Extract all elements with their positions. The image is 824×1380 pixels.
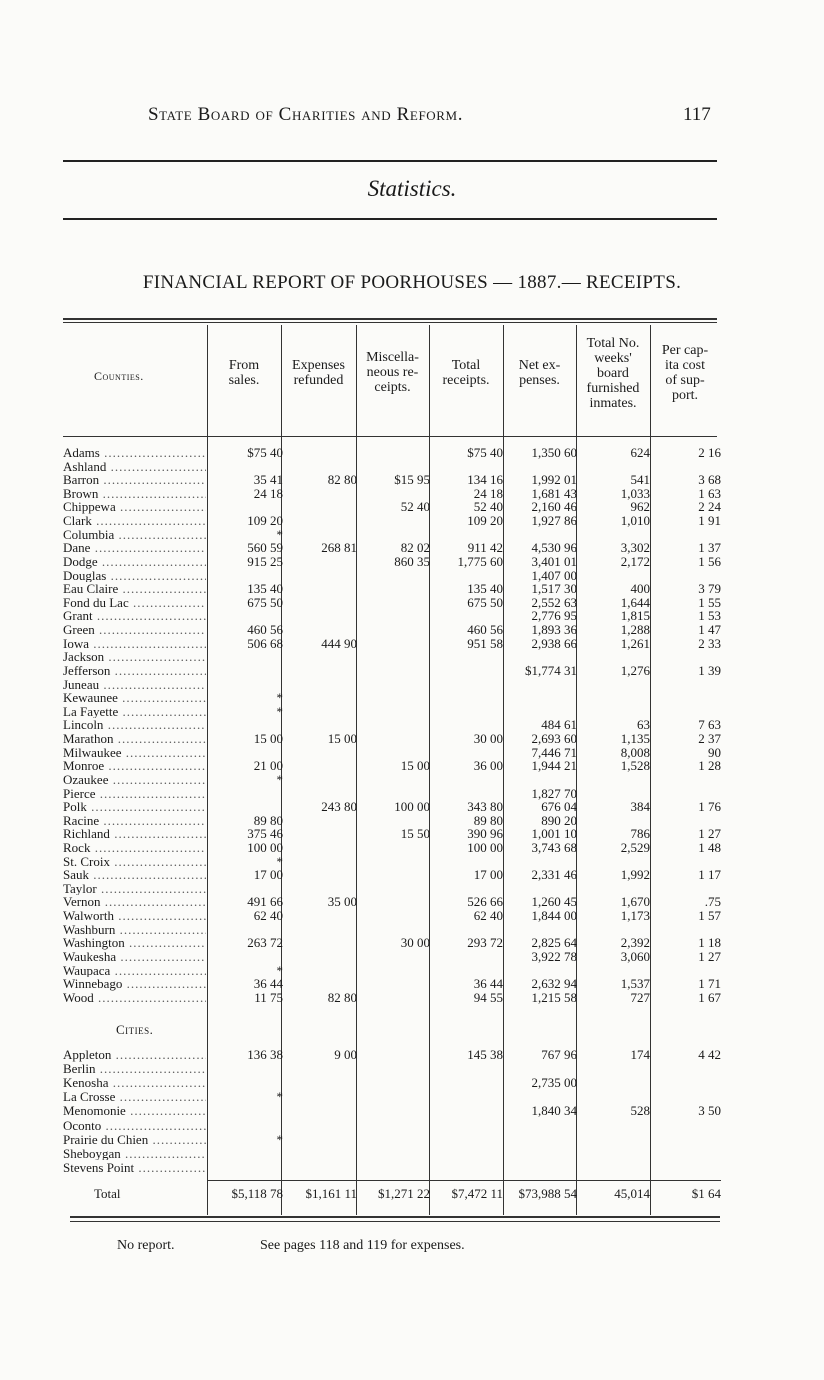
- total-weeks-cell: 624: [630, 445, 650, 460]
- row-name: Appleton .....: [63, 1048, 206, 1062]
- net-expenses-cell: 484 61: [541, 717, 577, 733]
- county-row: [0, 500, 824, 514]
- from-sales-cell: 136 38: [247, 1047, 283, 1062]
- misc-receipts-cell: 30 00: [400, 935, 430, 951]
- total-weeks-cell: 2,172: [620, 553, 650, 569]
- row-name: Adams .....: [63, 446, 206, 460]
- row-name: Racine .....: [63, 814, 206, 828]
- total-receipts-cell: 526 66: [467, 894, 503, 910]
- county-row: [0, 800, 824, 814]
- row-name: Sheboygan .....: [63, 1147, 206, 1161]
- county-row: [0, 664, 824, 678]
- city-row: [0, 1119, 824, 1133]
- county-row: [0, 555, 824, 569]
- total-receipts-cell: 36 00: [473, 758, 503, 774]
- total-receipts-cell: 911 42: [467, 540, 503, 556]
- total-weeks-cell: 3,060: [620, 948, 650, 964]
- row-name: Oconto .....: [63, 1119, 206, 1133]
- county-row: [0, 528, 824, 542]
- from-sales-cell: 62 40: [253, 908, 283, 924]
- net-expenses-cell: 1,893 36: [531, 622, 577, 638]
- table-top-rule-thin: [63, 322, 717, 323]
- total-receipts-cell: 36 44: [473, 976, 503, 992]
- county-row: [0, 541, 824, 555]
- total-receipts-cell: 1,775 60: [457, 553, 503, 569]
- from-sales-cell: 89 80: [253, 812, 283, 828]
- table-bottom-rule: [70, 1216, 720, 1218]
- total-label: Total: [94, 1186, 121, 1201]
- county-row: [0, 855, 824, 869]
- total-net-expenses: $73,988 54: [518, 1186, 577, 1201]
- from-sales-cell: *: [276, 703, 283, 719]
- misc-receipts-cell: 15 50: [400, 826, 430, 842]
- per-capita-cell: 1 27: [698, 948, 721, 964]
- total-weeks-cell: 1,173: [620, 908, 650, 924]
- city-row: [0, 1062, 824, 1076]
- total-total-receipts: $7,472 11: [451, 1186, 503, 1201]
- net-expenses-cell: 1,827 70: [531, 785, 577, 801]
- total-weeks-cell: 63: [637, 717, 650, 733]
- county-row: [0, 773, 824, 787]
- county-row: [0, 705, 824, 719]
- total-weeks-cell: 2,529: [620, 839, 650, 855]
- from-sales-cell: 24 18: [253, 485, 283, 501]
- per-capita-cell: 2 37: [698, 731, 721, 747]
- net-expenses-cell: 1,350 60: [531, 445, 577, 460]
- row-name: Washburn .....: [63, 923, 206, 937]
- county-row: [0, 650, 824, 664]
- county-row: [0, 923, 824, 937]
- row-name: Prairie du Chien .....: [63, 1133, 206, 1147]
- row-name: Menomonie .....: [63, 1104, 206, 1118]
- county-row: [0, 596, 824, 610]
- expenses-refunded-cell: 82 80: [327, 472, 357, 488]
- row-name: Green .....: [63, 623, 206, 637]
- total-weeks-cell: 786: [630, 826, 650, 842]
- net-expenses-cell: 2,632 94: [531, 976, 577, 992]
- net-expenses-cell: 1,844 00: [531, 908, 577, 924]
- county-row: [0, 460, 824, 474]
- misc-receipts-cell: 82 02: [400, 540, 430, 556]
- total-weeks-cell: 1,528: [620, 758, 650, 774]
- from-sales-cell: 109 20: [247, 513, 283, 529]
- from-sales-cell: *: [276, 690, 283, 706]
- footnote-see-pages: See pages 118 and 119 for expenses.: [260, 1238, 465, 1253]
- net-expenses-cell: 1,944 21: [531, 758, 577, 774]
- county-row: [0, 991, 824, 1005]
- net-expenses-cell: 2,552 63: [531, 594, 577, 610]
- row-name: Pierce .....: [63, 787, 206, 801]
- row-name: Iowa .....: [63, 637, 206, 651]
- from-sales-cell: 491 66: [247, 894, 283, 910]
- net-expenses-cell: 3,922 78: [531, 948, 577, 964]
- total-receipts-cell: 89 80: [473, 812, 503, 828]
- per-capita-cell: 1 56: [698, 553, 721, 569]
- from-sales-cell: 263 72: [247, 935, 283, 951]
- total-weeks-cell: 1,033: [620, 485, 650, 501]
- row-name: La Crosse .....: [63, 1090, 206, 1104]
- row-name: Ashland .....: [63, 460, 206, 474]
- expenses-refunded-cell: 82 80: [327, 989, 357, 1005]
- net-expenses-cell: 2,160 46: [531, 499, 577, 515]
- total-misc-receipts: $1,271 22: [378, 1186, 430, 1201]
- county-row: [0, 787, 824, 801]
- total-weeks-cell: 541: [630, 472, 650, 488]
- row-name: Waukesha .....: [63, 950, 206, 964]
- county-row: [0, 569, 824, 583]
- county-row: [0, 841, 824, 855]
- row-name: Columbia .....: [63, 528, 206, 542]
- county-row: [0, 814, 824, 828]
- total-weeks-cell: 1,670: [620, 894, 650, 910]
- from-sales-cell: 375 46: [247, 826, 283, 842]
- per-capita-cell: 1 71: [698, 976, 721, 992]
- total-weeks-cell: 1,135: [620, 731, 650, 747]
- total-receipts-cell: 293 72: [467, 935, 503, 951]
- section-rule: [63, 218, 717, 220]
- net-expenses-cell: 2,825 64: [531, 935, 577, 951]
- county-row: [0, 623, 824, 637]
- city-row: [0, 1147, 824, 1161]
- county-row: [0, 977, 824, 991]
- net-expenses-cell: 4,530 96: [531, 540, 577, 556]
- net-expenses-cell: 2,735 00: [531, 1075, 577, 1091]
- row-name: La Fayette .....: [63, 705, 206, 719]
- net-expenses-cell: 1,215 58: [531, 989, 577, 1005]
- row-name: Eau Claire .....: [63, 582, 206, 596]
- row-name: Waupaca .....: [63, 964, 206, 978]
- row-name: Dodge .....: [63, 555, 206, 569]
- row-name: Richland .....: [63, 827, 206, 841]
- net-expenses-cell: 767 96: [541, 1047, 577, 1062]
- row-name: Barron .....: [63, 473, 206, 487]
- total-receipts-cell: 135 40: [467, 581, 503, 597]
- per-capita-cell: 2 16: [698, 445, 721, 460]
- net-expenses-cell: 1,407 00: [531, 567, 577, 583]
- per-capita-cell: 1 67: [698, 989, 721, 1005]
- row-name: Kewaunee .....: [63, 691, 206, 705]
- misc-receipts-header: Miscella- neous re- ceipts.: [366, 350, 419, 395]
- from-sales-cell: *: [276, 771, 283, 787]
- total-receipts-cell: 17 00: [473, 867, 503, 883]
- row-name: Berlin .....: [63, 1062, 206, 1076]
- county-row: [0, 514, 824, 528]
- counties-column-header: Counties.: [94, 369, 144, 383]
- per-capita-cell: 2 24: [698, 499, 721, 515]
- per-capita-cell: 3 68: [698, 472, 721, 488]
- from-sales-header: From sales.: [228, 358, 260, 388]
- total-weeks-cell: 1,537: [620, 976, 650, 992]
- expenses-refunded-cell: 9 00: [334, 1047, 357, 1062]
- row-name: Fond du Lac .....: [63, 596, 206, 610]
- per-capita-header: Per cap- ita cost of sup- port.: [661, 343, 709, 403]
- total-receipts-cell: 460 56: [467, 622, 503, 638]
- net-expenses-cell: 1,260 45: [531, 894, 577, 910]
- city-row: [0, 1090, 824, 1104]
- county-row: [0, 637, 824, 651]
- misc-receipts-cell: 100 00: [394, 799, 430, 815]
- county-row: [0, 759, 824, 773]
- running-head: State Board of Charities and Reform.: [148, 104, 464, 125]
- from-sales-cell: 11 75: [254, 989, 283, 1005]
- per-capita-cell: 2 33: [698, 635, 721, 651]
- city-row: [0, 1161, 824, 1175]
- row-name: Lincoln .....: [63, 718, 206, 732]
- expenses-refunded-header: Expenses refunded: [292, 358, 345, 388]
- net-expenses-header: Net ex- penses.: [518, 358, 561, 388]
- county-row: [0, 473, 824, 487]
- total-receipts-cell: 951 58: [467, 635, 503, 651]
- county-row: [0, 950, 824, 964]
- total-receipts-cell: $75 40: [467, 445, 503, 460]
- county-row: [0, 964, 824, 978]
- total-weeks-cell: 528: [630, 1103, 650, 1119]
- row-name: Walworth .....: [63, 909, 206, 923]
- misc-receipts-cell: 15 00: [400, 758, 430, 774]
- net-expenses-cell: 890 20: [541, 812, 577, 828]
- per-capita-cell: 1 53: [698, 608, 721, 624]
- net-expenses-cell: 1,517 30: [531, 581, 577, 597]
- row-name: St. Croix .....: [63, 855, 206, 869]
- from-sales-cell: 17 00: [253, 867, 283, 883]
- total-per-capita: $1 64: [691, 1186, 721, 1201]
- net-expenses-cell: 3,743 68: [531, 839, 577, 855]
- total-weeks-cell: 1,261: [620, 635, 650, 651]
- total-receipts-cell: 109 20: [467, 513, 503, 529]
- row-name: Polk .....: [63, 800, 206, 814]
- net-expenses-cell: 2,776 95: [531, 608, 577, 624]
- row-name: Monroe .....: [63, 759, 206, 773]
- total-weeks-cell: 1,644: [620, 594, 650, 610]
- total-weeks-cell: 400: [630, 581, 650, 597]
- table-top-rule: [63, 318, 717, 320]
- county-row: [0, 868, 824, 882]
- per-capita-cell: 1 55: [698, 594, 721, 610]
- row-name: Wood .....: [63, 991, 206, 1005]
- table-bottom-rule-thin: [70, 1221, 720, 1222]
- from-sales-cell: 100 00: [247, 839, 283, 855]
- per-capita-cell: 1 63: [698, 485, 721, 501]
- per-capita-cell: 1 27: [698, 826, 721, 842]
- from-sales-cell: 506 68: [247, 635, 283, 651]
- total-weeks-cell: 1,010: [620, 513, 650, 529]
- county-row: [0, 936, 824, 950]
- total-weeks-cell: 1,276: [620, 662, 650, 678]
- page-header: [0, 104, 824, 130]
- total-expenses-refunded: $1,161 11: [305, 1186, 357, 1201]
- county-row: [0, 827, 824, 841]
- per-capita-cell: 1 17: [698, 867, 721, 883]
- row-name: Chippewa .....: [63, 500, 206, 514]
- total-receipts-cell: 145 38: [467, 1047, 503, 1062]
- row-name: Milwaukee .....: [63, 746, 206, 760]
- total-from-sales: $5,118 78: [231, 1186, 283, 1201]
- total-receipts-cell: 343 80: [467, 799, 503, 815]
- from-sales-cell: 460 56: [247, 622, 283, 638]
- city-row: [0, 1104, 824, 1118]
- per-capita-cell: 1 48: [698, 839, 721, 855]
- from-sales-cell: *: [276, 1131, 283, 1147]
- total-receipts-header: Total receipts.: [442, 358, 490, 388]
- per-capita-cell: 1 28: [698, 758, 721, 774]
- county-row: [0, 582, 824, 596]
- per-capita-cell: 90: [708, 744, 721, 760]
- misc-receipts-cell: 52 40: [400, 499, 430, 515]
- from-sales-cell: *: [276, 1089, 283, 1105]
- row-name: Ozaukee .....: [63, 773, 206, 787]
- net-expenses-cell: 2,331 46: [531, 867, 577, 883]
- total-receipts-cell: 675 50: [467, 594, 503, 610]
- from-sales-cell: 36 44: [253, 976, 283, 992]
- expenses-refunded-cell: 444 90: [321, 635, 357, 651]
- city-row: [0, 1133, 824, 1147]
- county-row: [0, 895, 824, 909]
- per-capita-cell: 1 39: [698, 662, 721, 678]
- city-row: [0, 1076, 824, 1090]
- row-name: Taylor .....: [63, 882, 206, 896]
- row-name: Washington .....: [63, 936, 206, 950]
- county-row: [0, 446, 824, 460]
- per-capita-cell: 3 50: [698, 1103, 721, 1119]
- expenses-refunded-cell: 35 00: [327, 894, 357, 910]
- report-title: FINANCIAL REPORT OF POORHOUSES — 1887.— RECEIPTS.: [142, 272, 682, 293]
- net-expenses-cell: 1,927 86: [531, 513, 577, 529]
- cities-heading: Cities.: [116, 1022, 154, 1037]
- row-name: Kenosha .....: [63, 1076, 206, 1090]
- row-name: Sauk .....: [63, 868, 206, 882]
- row-name: Jackson .....: [63, 650, 206, 664]
- total-receipts-cell: 30 00: [473, 731, 503, 747]
- total-weeks-cell: 727: [630, 989, 650, 1005]
- from-sales-cell: 560 59: [247, 540, 283, 556]
- from-sales-cell: 135 40: [247, 581, 283, 597]
- county-row: [0, 487, 824, 501]
- from-sales-cell: 15 00: [253, 731, 283, 747]
- total-receipts-cell: 24 18: [473, 485, 503, 501]
- total-weeks-cell: 3,302: [620, 540, 650, 556]
- total-receipts-cell: 134 16: [467, 472, 503, 488]
- per-capita-cell: 4 42: [698, 1047, 721, 1062]
- misc-receipts-cell: 860 35: [394, 553, 430, 569]
- per-capita-cell: 1 37: [698, 540, 721, 556]
- total-weeks: 45,014: [614, 1186, 650, 1201]
- per-capita-cell: 1 76: [698, 799, 721, 815]
- net-expenses-cell: 1,001 10: [531, 826, 577, 842]
- county-row: [0, 746, 824, 760]
- county-row: [0, 691, 824, 705]
- from-sales-cell: 35 41: [253, 472, 283, 488]
- row-name: Dane .....: [63, 541, 206, 555]
- net-expenses-cell: 1,992 01: [531, 472, 577, 488]
- total-receipts-cell: 390 96: [467, 826, 503, 842]
- row-name: Marathon .....: [63, 732, 206, 746]
- row-name: Rock .....: [63, 841, 206, 855]
- net-expenses-cell: 2,938 66: [531, 635, 577, 651]
- total-weeks-cell: 174: [630, 1047, 650, 1062]
- per-capita-cell: 1 47: [698, 622, 721, 638]
- total-rule: [207, 1180, 721, 1181]
- per-capita-cell: 1 91: [698, 513, 721, 529]
- expenses-refunded-cell: 268 81: [321, 540, 357, 556]
- county-row: [0, 678, 824, 692]
- from-sales-cell: 915 25: [247, 553, 283, 569]
- net-expenses-cell: 2,693 60: [531, 731, 577, 747]
- header-rule: [63, 160, 717, 162]
- from-sales-cell: *: [276, 526, 283, 542]
- net-expenses-cell: 676 04: [541, 799, 577, 815]
- total-receipts-cell: 100 00: [467, 839, 503, 855]
- net-expenses-cell: 1,840 34: [531, 1103, 577, 1119]
- expenses-refunded-cell: 15 00: [327, 731, 357, 747]
- row-name: Jefferson .....: [63, 664, 206, 678]
- row-name: Juneau .....: [63, 678, 206, 692]
- from-sales-cell: 21 00: [253, 758, 283, 774]
- total-row: [0, 1186, 824, 1202]
- row-name: Stevens Point .....: [63, 1161, 206, 1175]
- net-expenses-cell: $1,774 31: [525, 662, 577, 678]
- from-sales-cell: *: [276, 962, 283, 978]
- total-weeks-header: Total No. weeks' board furnished inmates.: [586, 336, 640, 411]
- total-receipts-cell: 94 55: [473, 989, 503, 1005]
- total-weeks-cell: 384: [630, 799, 650, 815]
- per-capita-cell: 7 63: [698, 717, 721, 733]
- county-row: [0, 732, 824, 746]
- row-name: Winnebago .....: [63, 977, 206, 991]
- row-name: Grant .....: [63, 609, 206, 623]
- total-weeks-cell: 1,288: [620, 622, 650, 638]
- from-sales-cell: 675 50: [247, 594, 283, 610]
- net-expenses-cell: 3,401 01: [531, 553, 577, 569]
- footnote-no-report: No report.: [117, 1238, 175, 1253]
- total-weeks-cell: 962: [630, 499, 650, 515]
- net-expenses-cell: 1,681 43: [531, 485, 577, 501]
- total-receipts-cell: 52 40: [473, 499, 503, 515]
- from-sales-cell: *: [276, 853, 283, 869]
- net-expenses-cell: 7,446 71: [531, 744, 577, 760]
- county-row: [0, 909, 824, 923]
- county-row: [0, 718, 824, 732]
- per-capita-cell: 1 57: [698, 908, 721, 924]
- section-title: Statistics.: [367, 176, 457, 201]
- total-weeks-cell: 8,008: [620, 744, 650, 760]
- total-weeks-cell: 1,992: [620, 867, 650, 883]
- total-receipts-cell: 62 40: [473, 908, 503, 924]
- from-sales-cell: $75 40: [247, 445, 283, 460]
- total-weeks-cell: 1,815: [620, 608, 650, 624]
- expenses-refunded-cell: 243 80: [321, 799, 357, 815]
- total-weeks-cell: 2,392: [620, 935, 650, 951]
- misc-receipts-cell: $15 95: [394, 472, 430, 488]
- county-row: [0, 882, 824, 896]
- city-row: [0, 1048, 824, 1062]
- row-name: Douglas .....: [63, 569, 206, 583]
- county-row: [0, 609, 824, 623]
- per-capita-cell: 1 18: [698, 935, 721, 951]
- per-capita-cell: 3 79: [698, 581, 721, 597]
- row-name: Vernon .....: [63, 895, 206, 909]
- per-capita-cell: .75: [704, 894, 721, 910]
- row-name: Clark .....: [63, 514, 206, 528]
- row-name: Brown .....: [63, 487, 206, 501]
- table-head-rule: [63, 436, 717, 437]
- page-number: 117: [683, 104, 711, 125]
